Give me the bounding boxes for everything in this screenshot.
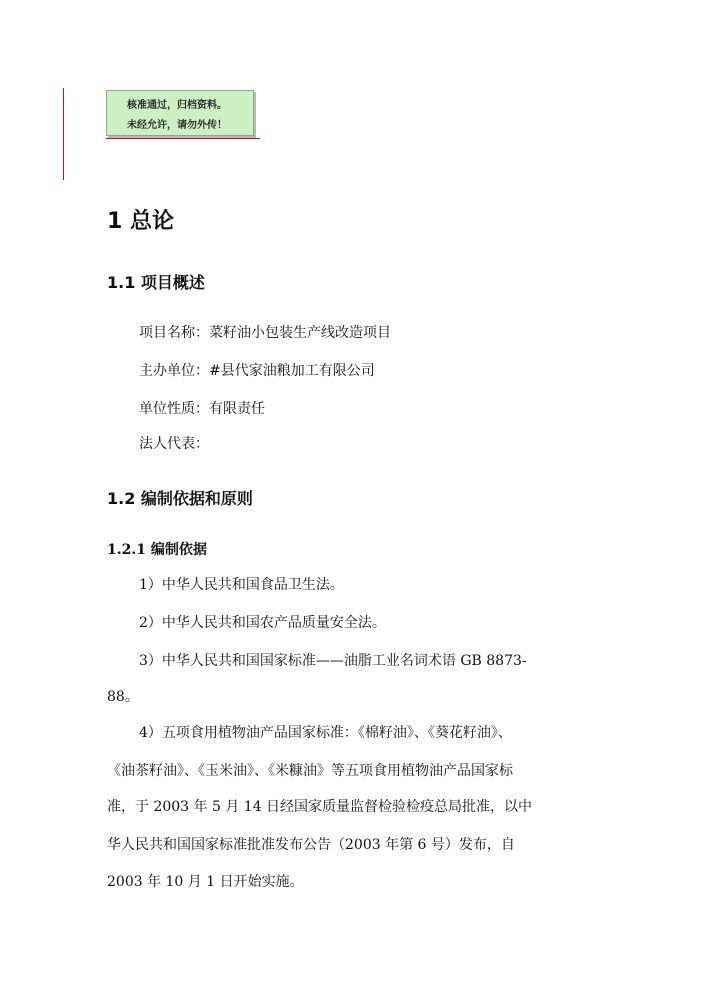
subsection-title-1-2-1: 1.2.1 编制依据 xyxy=(107,542,207,558)
basis-line-4-cont-2: 准，于 2003 年 5 月 14 日经国家质量监督检验检疫总局批准，以中 xyxy=(107,799,533,815)
chapter-title: 1 总论 xyxy=(107,209,174,234)
basis-line-2: 2）中华人民共和国农产品质量安全法。 xyxy=(139,615,386,631)
basis-line-4: 4）五项食用植物油产品国家标准：《棉籽油》、《葵花籽油》、 xyxy=(139,725,512,741)
section-title-1-2: 1.2 编制依据和原则 xyxy=(107,489,253,508)
basis-line-4-cont-1: 《油茶籽油》、《玉米油》、《米糠油》等五项食用植物油产品国家标 xyxy=(107,763,513,779)
field-legal-rep: 法人代表： xyxy=(139,436,209,452)
margin-rule xyxy=(63,88,64,180)
field-host-unit: 主办单位：#县代家油粮加工有限公司 xyxy=(139,363,375,379)
stamp-line-1: 核准通过，归档资料。 xyxy=(127,100,227,111)
basis-line-1: 1）中华人民共和国食品卫生法。 xyxy=(139,577,344,593)
field-project-name: 项目名称：菜籽油小包装生产线改造项目 xyxy=(139,325,391,341)
field-unit-nature: 单位性质：有限责任 xyxy=(139,401,265,417)
section-title-1-1: 1.1 项目概述 xyxy=(107,273,205,292)
stamp-underline xyxy=(106,138,260,139)
basis-line-3-cont: 88。 xyxy=(107,689,139,705)
basis-line-3: 3）中华人民共和国国家标准——油脂工业名词术语 GB 8873- xyxy=(139,653,527,669)
basis-line-4-cont-3: 华人民共和国国家标准批准发布公告（2003 年第 6 号）发布，自 xyxy=(107,837,515,853)
stamp-line-2: 未经允许，请勿外传！ xyxy=(127,120,227,131)
basis-line-4-cont-4: 2003 年 10 月 1 日开始实施。 xyxy=(107,874,304,890)
